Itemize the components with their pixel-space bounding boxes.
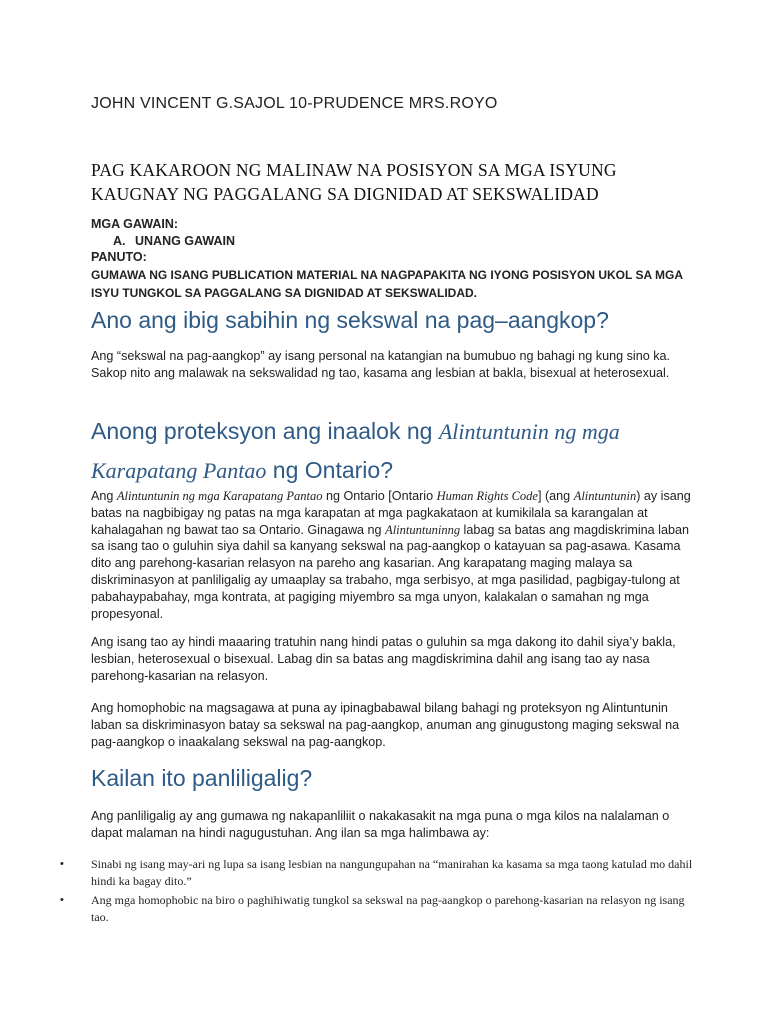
p1-text-d: ) ay isang batas na nagbibigay ng patas na mga karapatan at mga pagkakataon at kumikilala sa karangalan at kahalagahan ng bawat tao sa Ontario. Ginagawa ng: [91, 489, 691, 537]
section2-heading-part-b: ng Ontario?: [266, 457, 393, 483]
section3-heading: Kailan ito panliligalig?: [91, 765, 313, 791]
task-item-marker: A.: [113, 234, 126, 248]
list-item: [60, 856, 700, 890]
section2-heading-part-a: Anong proteksyon ang inaalok ng: [91, 418, 439, 444]
tasks-label: MGA GAWAIN:: [91, 217, 179, 231]
bullet-icon: •: [60, 858, 64, 870]
p1-italic-short-name-2: Alintuntuninng: [385, 522, 461, 537]
bullet-icon: •: [60, 894, 64, 906]
section2-heading: [91, 412, 691, 490]
section2-heading-italic: Alintuntunin ng mga Karapatang Pantao: [91, 419, 620, 483]
task-item-label: UNANG GAWAIN: [135, 234, 235, 248]
list-item-text: Sinabi ng isang may-ari ng lupa sa isang lesbian na nangungupahan na “manirahan ka kasama sa mga taong katulad mo dahil hindi ka bagay dito.”: [91, 857, 693, 888]
harassment-examples-list: [60, 856, 700, 928]
list-item-text: Ang mga homophobic na biro o paghihiwatig tungkol sa sekswal na pag-aangkop o parehong-kasarian na relasyon ng isang tao.: [91, 893, 685, 924]
document-title: [91, 158, 691, 206]
section3-body: Ang panliligalig ay ang gumawa ng nakapanliliit o nakakasakit na mga puna o mga kilos na nalalaman o dapat malaman na hindi nagugustuhan. Ang ilan sa mga halimbawa ay:: [91, 809, 670, 840]
p1-italic-code-name: Alintuntunin ng mga Karapatang Pantao: [116, 489, 323, 503]
directions-text: GUMAWA NG ISANG PUBLICATION MATERIAL NA NAGPAPAKITA NG IYONG POSISYON UKOL SA MGA ISYU TUNGKOL SA PAGGALANG SA DIGNIDAD AT SEKSWALIDAD.: [91, 268, 683, 300]
p1-text-a: Ang: [91, 489, 117, 503]
task-item: [113, 233, 235, 250]
p1-text-b: ng Ontario [Ontario: [322, 489, 437, 503]
p1-text-e: labag sa batas ang magdiskrimina laban sa isang tao o guluhin siya dahil sa kanyang sekswal na pag-aangkop o katayuan sa pag-asawa. Kasama dito ang parehong-kasarian relasyon na pareho ang kasarian. Ang karapatang maging malaya sa diskriminasyon at panliligalig ay umaaplay sa trabaho, mga serbisyo, at mga pasilidad, pagbigay-tulong at pabahaypabahay, mga kontrata, at pagiging miyembro sa mga unyon, kalakalan o samahan ng mga propesyonal.: [91, 522, 689, 621]
p1-text-c: ] (ang: [537, 489, 574, 503]
p1-italic-english-name: Human Rights Code: [436, 489, 538, 503]
author-line: JOHN VINCENT G.SAJOL 10-PRUDENCE MRS.ROYO: [91, 95, 498, 112]
title-line-1: PAG KAKAROON NG MALINAW NA POSISYON SA MGA ISYUNG: [91, 160, 617, 180]
section2-paragraph-1: [91, 488, 691, 622]
directions-label: PANUTO:: [91, 250, 147, 264]
section1-body: Ang “sekswal na pag-aangkop” ay isang personal na katangian na bumubuo ng bahagi ng kung sino ka. Sakop nito ang malawak na sekswalidad ng tao, kasama ang lesbian at bakla, bisexual at heterosexual.: [91, 349, 671, 380]
list-item: [60, 892, 700, 926]
section1-heading: Ano ang ibig sabihin ng sekswal na pag–aangkop?: [91, 307, 609, 333]
p1-italic-short-name: Alintuntunin: [573, 489, 637, 503]
section2-paragraph-3: Ang homophobic na magsagawa at puna ay ipinagbabawal bilang bahagi ng proteksyon ng Alintuntunin laban sa diskriminasyon batay sa sekswal na pag-aangkop, anuman ang ginugustong maging sekswal na pag-aangkop o inaakalang sekswal na pag-aangkop.: [91, 701, 680, 749]
section2-paragraph-2: Ang isang tao ay hindi maaaring tratuhin nang hindi patas o guluhin sa mga dakong ito dahil siya’y bakla, lesbian, heterosexual o bisexual. Labag din sa batas ang magdiskrimina dahil ang isang tao ay nasa parehong-kasarian na relasyon.: [91, 635, 676, 683]
title-line-2: KAUGNAY NG PAGGALANG SA DIGNIDAD AT SEKSWALIDAD: [91, 184, 599, 204]
